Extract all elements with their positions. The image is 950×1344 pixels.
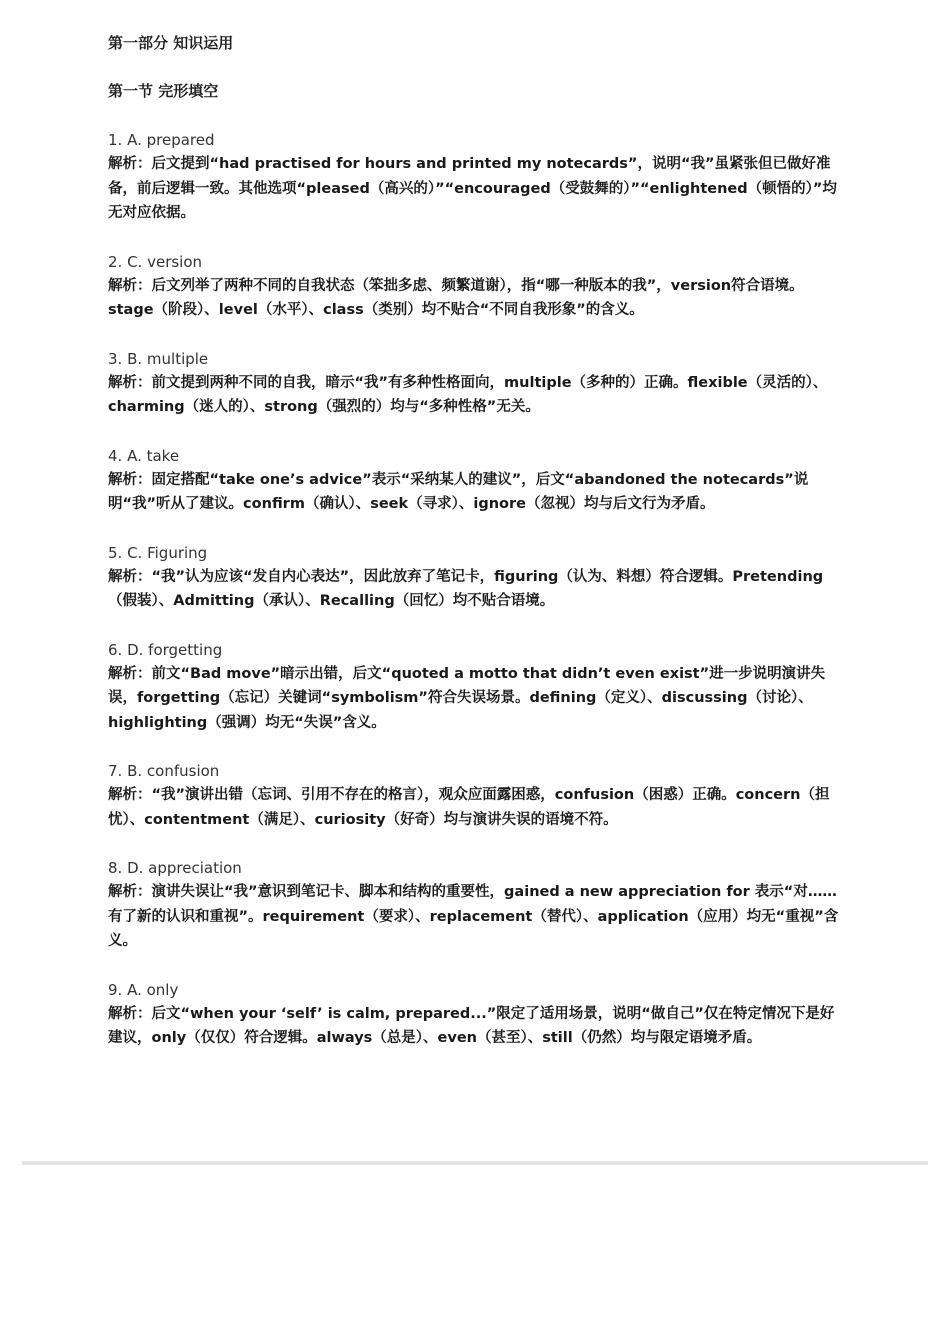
analysis-text: 解析：前文提到两种不同的自我，暗示“我”有多种性格面向，multiple（多种的）正确。flexible（灵活的）、charming（迷人的）、strong（强烈的）均与“多种性格”无关。 bbox=[108, 374, 828, 415]
answer-line: 7. B. confusion bbox=[108, 762, 220, 780]
question-item-6 bbox=[108, 638, 844, 736]
question-item-5 bbox=[108, 541, 844, 614]
question-item-9 bbox=[108, 978, 844, 1051]
analysis-text: 解析：固定搭配“take one’s advice”表示“采纳某人的建议”，后文“abandoned the notecards”说明“我”听从了建议。confirm（确认）、seek（寻求）、ignore（忽视）均与后文行为矛盾。 bbox=[108, 471, 809, 512]
answer-line: 2. C. version bbox=[108, 252, 203, 271]
page-bottom-edge bbox=[22, 1161, 928, 1165]
analysis-text: 解析：演讲失误让“我”意识到笔记卡、脚本和结构的重要性，gained a new appreciation for 表示“对……有了新的认识和重视”。requirement（要求）、replacement（替代）、application（应用）均无“重视”含义。 bbox=[108, 884, 839, 949]
analysis-text: 解析：后文提到“had practised for hours and printed my notecards”，说明“我”虽紧张但已做好准备，前后逻辑一致。其他选项“pleased（高兴的）”“encouraged（受鼓舞的）”“enlightened（顿悟的）”均无对应依据。 bbox=[108, 156, 837, 221]
analysis-text: 解析：后文列举了两种不同的自我状态（笨拙多虑、频繁道谢），指“哪一种版本的我”，version符合语境。stage（阶段）、level（水平）、class（类别）均不贴合“不同自我形象”的含义。 bbox=[108, 277, 804, 318]
analysis-text: 解析：“我”认为应该“发自内心表达”，因此放弃了笔记卡，figuring（认为、料想）符合逻辑。Pretending（假装）、Admitting（承认）、Recalling（回忆）均不贴合语境。 bbox=[108, 568, 824, 609]
answer-line: 9. A. only bbox=[108, 980, 179, 999]
section-title: 第一节 完形填空 bbox=[108, 82, 219, 100]
part-title: 第一部分 知识运用 bbox=[108, 34, 234, 52]
question-item-2 bbox=[108, 250, 844, 323]
analysis-text: 解析：后文“when your ‘self’ is calm, prepared...”限定了适用场景，说明“做自己”仅在特定情况下是好建议，only（仅仅）符合逻辑。always（总是）、even（甚至）、still（仍然）均与限定语境矛盾。 bbox=[108, 1005, 835, 1046]
question-item-4 bbox=[108, 444, 844, 517]
answer-line: 8. D. appreciation bbox=[108, 859, 242, 877]
answer-line: 5. C. Figuring bbox=[108, 543, 208, 562]
document-content bbox=[108, 32, 844, 1075]
analysis-text: 解析：“我”演讲出错（忘词、引用不存在的格言），观众应面露困惑，confusion（困惑）正确。concern（担忧）、contentment（满足）、curiosity（好奇）均与演讲失误的语境不符。 bbox=[108, 787, 830, 828]
question-item-7 bbox=[108, 759, 844, 832]
analysis-text: 解析：前文“Bad move”暗示出错，后文“quoted a motto that didn’t even exist”进一步说明演讲失误，forgetting（忘记）关键词“symbolism”符合失误场景。defining（定义）、discussing（讨论）、highlighting（强调）均无“失误”含义。 bbox=[108, 665, 826, 731]
question-item-3 bbox=[108, 347, 844, 420]
answer-line: 6. D. forgetting bbox=[108, 640, 223, 659]
answer-line: 1. A. prepared bbox=[108, 131, 215, 149]
answer-line: 3. B. multiple bbox=[108, 349, 209, 368]
answer-line: 4. A. take bbox=[108, 446, 180, 465]
question-item-8 bbox=[108, 856, 844, 954]
question-item-1 bbox=[108, 128, 844, 226]
